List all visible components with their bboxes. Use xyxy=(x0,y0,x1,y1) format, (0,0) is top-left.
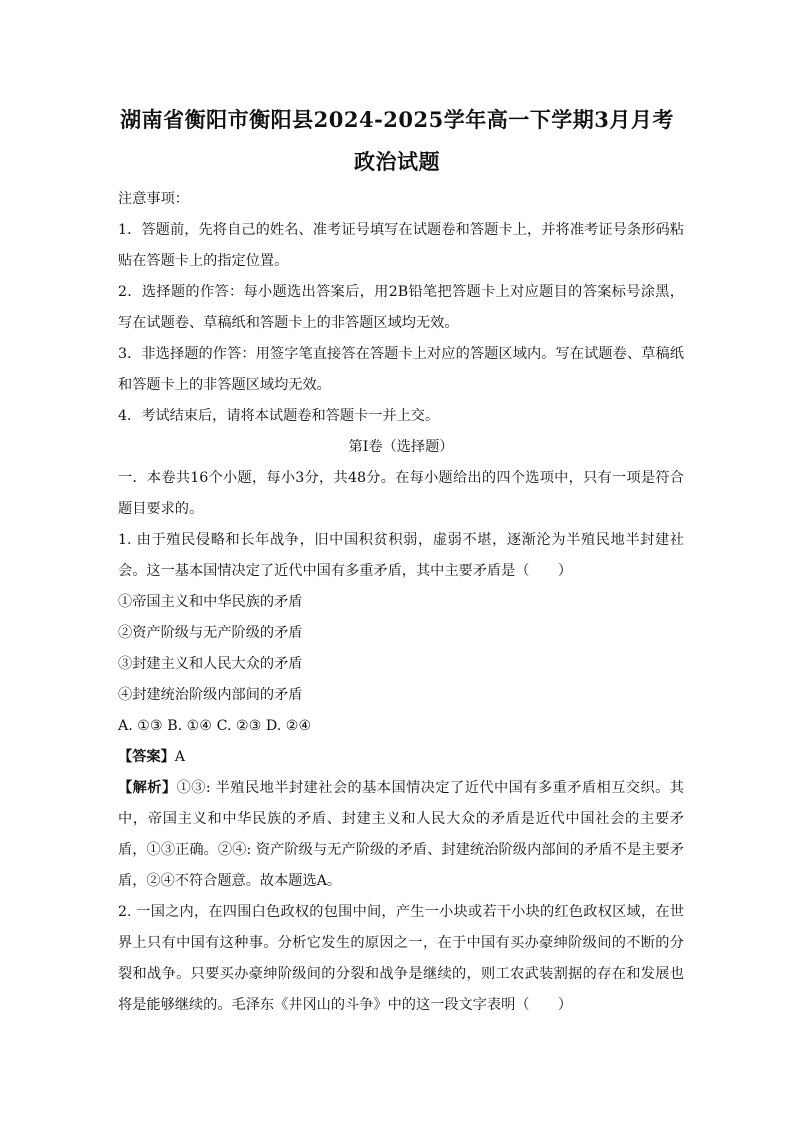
analysis-label: 【解析】 xyxy=(118,780,177,796)
section-heading: 第Ⅰ卷（选择题） xyxy=(348,439,454,455)
answer-value: A xyxy=(174,749,186,765)
question-1-statement-1: ①帝国主义和中华民族的矛盾 xyxy=(118,594,303,610)
answer-label: 【答案】 xyxy=(118,749,175,765)
note-item-3: 3．非选择题的作答：用签字笔直接答在答题卡上对应的答题区域内。写在试题卷、草稿纸和答题卡上的非答题区域均无效。 xyxy=(118,346,684,393)
question-1-statement-3: ③封建主义和人民大众的矛盾 xyxy=(118,656,303,672)
question-1-answer xyxy=(118,742,684,773)
note-item-1: 1．答题前，先将自己的姓名、准考证号填写在试题卷和答题卡上，并将准考证号条形码粘贴在答题卡上的指定位置。 xyxy=(118,222,684,269)
question-1-stem: 1. 由于殖民侵略和长年战争，旧中国积贫积弱，虚弱不堪，逐渐沦为半殖民地半封建社会。这一基本国情决定了近代中国有多重矛盾，其中主要矛盾是（ ） xyxy=(118,532,684,579)
exam-content xyxy=(118,184,684,1021)
question-1-analysis xyxy=(118,773,684,897)
question-1-statement-2: ②资产阶级与无产阶级的矛盾 xyxy=(118,625,303,641)
question-1-statement-4: ④封建统治阶级内部间的矛盾 xyxy=(118,687,303,703)
note-item-2: 2．选择题的作答：每小题选出答案后，用2B铅笔把答题卡上对应题目的答案标号涂黑，写在试题卷、草稿纸和答题卡上的非答题区域均无效。 xyxy=(118,284,684,331)
analysis-text: ①③: 半殖民地半封建社会的基本国情决定了近代中国有多重矛盾相互交织。其中，帝国主义和中华民族的矛盾、封建主义和人民大众的矛盾是近代中国社会的主要矛盾，①③正确。②④: 资产阶级与无产阶级的矛盾、封建统治阶级内部间的矛盾不是主要矛盾，②④不符合题意。故本题选A。 xyxy=(118,780,684,889)
note-item-4: 4．考试结束后，请将本试题卷和答题卡一并上交。 xyxy=(118,408,440,424)
exam-subject-title: 政治试题 xyxy=(354,149,440,174)
notes-heading: 注意事项： xyxy=(118,191,189,207)
question-2-stem: 2. 一国之内，在四围白色政权的包围中间，产生一小块或若干小块的红色政权区域，在世界上只有中国有这种事。分析它发生的原因之一，在于中国有买办豪绅阶级间的不断的分裂和战争。只要买办豪绅阶级间的分裂和战争是继续的，则工农武装割据的存在和发展也将是能够继续的。毛泽东《井冈山的斗争》中的这一段文字表明（ ） xyxy=(118,904,684,1013)
question-1-options: A. ①③ B. ①④ C. ②③ D. ②④ xyxy=(118,718,312,734)
exam-title: 湖南省衡阳市衡阳县2024-2025学年高一下学期3月月考 xyxy=(120,107,674,132)
section-intro: 一．本卷共16个小题，每小3分，共48分。在每小题给出的四个选项中，只有一项是符合题目要求的。 xyxy=(118,470,684,517)
